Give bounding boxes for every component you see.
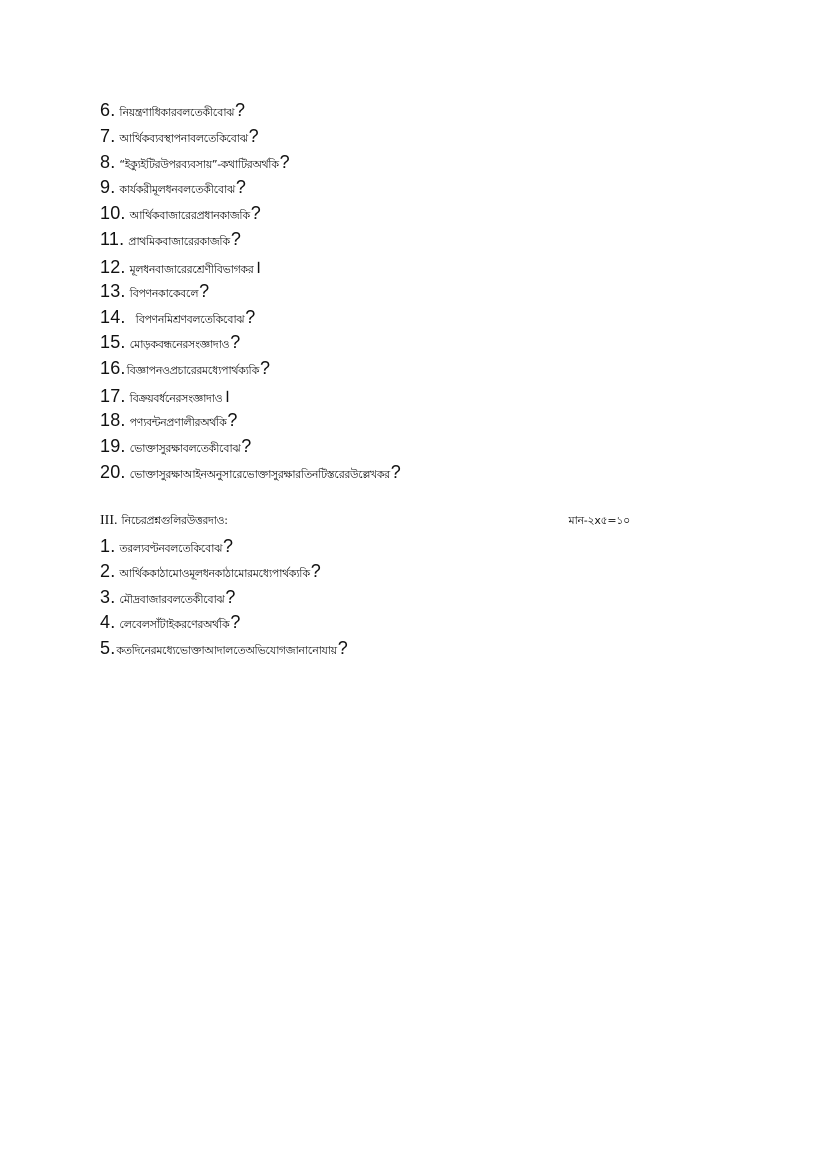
question-mark: ? <box>230 229 241 249</box>
question-text: “ইক্যুইটিরউপরব্যবসায়”-কথাটিরঅর্থকি <box>119 158 279 171</box>
question-6 <box>100 100 245 124</box>
question-15 <box>100 332 240 356</box>
section-marks: মান-২x৫=১০ <box>568 514 630 527</box>
question-text: কার্যকরীমূলধনবলতেকীবোঝ <box>119 183 235 196</box>
question-mark: ? <box>310 561 321 581</box>
question-number: 2. <box>100 561 116 581</box>
section-3-question-4 <box>100 612 240 636</box>
question-mark: ? <box>390 462 401 482</box>
question-text: তরল্যবণ্টনবলতেকিবোঝ <box>119 542 223 555</box>
question-number: 4. <box>100 612 116 632</box>
question-text: ভোক্তাসুরক্ষাআইনঅনুসারেভোক্তাসুরক্ষারতিনটিস্তরেরউল্লেখকর <box>129 468 390 481</box>
question-text: মৌদ্রবাজারবলতেকীবোঝ <box>119 593 225 606</box>
section-3-question-2 <box>100 561 321 585</box>
question-number: 13. <box>100 281 126 301</box>
question-number: 10. <box>100 203 126 223</box>
question-14 <box>100 307 255 331</box>
question-mark: ? <box>230 332 241 352</box>
question-text: বিজ্ঞাপনওপ্রচারেরমধ্যেপার্থক্যকি <box>126 364 259 377</box>
question-18 <box>100 410 237 434</box>
question-text: আর্থিককাঠামোওমূলধনকাঠামোরমধ্যেপার্থক্যকি <box>119 567 310 580</box>
question-text: কতদিনেরমধ্যেভোক্তাআদালতেঅভিযোগজানানোযায় <box>116 644 337 657</box>
question-number: 15. <box>100 332 126 352</box>
section-3-question-3 <box>100 587 235 611</box>
question-number: 5. <box>100 638 116 658</box>
question-text: প্রাথমিকবাজারেরকাজকি <box>128 235 230 248</box>
question-text: মোড়কবন্ধনেরসংজ্ঞাদাও <box>129 338 230 351</box>
question-mark: ? <box>235 177 246 197</box>
section-3-question-1 <box>100 536 233 560</box>
question-text: আর্থিকব্যবস্থাপনাবলতেকিবোঝ <box>119 132 248 145</box>
question-text: নিয়ন্ত্রণাধিকারবলতেকীবোঝ <box>119 106 235 119</box>
question-text: আর্থিকবাজারেরপ্রধানকাজকি <box>129 209 250 222</box>
question-number: 1. <box>100 536 116 556</box>
section-3-header <box>100 512 640 532</box>
question-number: 17. <box>100 386 126 406</box>
question-mark: ? <box>225 587 236 607</box>
question-mark: ? <box>223 536 234 556</box>
section-number: III. <box>100 513 118 528</box>
question-mark: ? <box>260 358 271 378</box>
question-text: বিপণনমিশ্রণবলতেকিবোঝ <box>135 313 245 326</box>
question-mark: ? <box>248 126 259 146</box>
question-9 <box>100 177 246 201</box>
question-number: 9. <box>100 177 116 197</box>
question-text: ভোক্তাসুরক্ষাবলতেকীবোঝ <box>129 442 241 455</box>
question-mark: ? <box>230 612 241 632</box>
question-number: 8. <box>100 152 116 172</box>
section-title: নিচেরপ্রশ্নগুলিরউত্তরদাও: <box>121 514 228 527</box>
question-mark: । <box>254 257 262 277</box>
question-text: পণ্যবন্টনপ্রণালীরঅর্থকি <box>129 416 227 429</box>
question-number: 18. <box>100 410 126 430</box>
question-mark: ? <box>337 638 348 658</box>
question-16 <box>100 358 270 382</box>
question-number: 20. <box>100 462 126 482</box>
question-number: 12. <box>100 257 126 277</box>
question-number: 11. <box>100 229 125 249</box>
question-12 <box>100 255 261 279</box>
question-number: 3. <box>100 587 116 607</box>
question-text: বিক্রয়বর্ধনেরসংজ্ঞাদাও <box>129 392 223 405</box>
question-mark: । <box>223 386 231 406</box>
question-10 <box>100 203 261 227</box>
question-text: লেবেলসাঁটাইকরণেরঅর্থকি <box>119 618 230 631</box>
question-mark: ? <box>227 410 238 430</box>
section-3-question-5 <box>100 638 348 662</box>
question-number: 19. <box>100 436 126 456</box>
question-11 <box>100 229 241 253</box>
question-number: 6. <box>100 100 116 120</box>
question-8 <box>100 152 290 176</box>
question-17 <box>100 384 230 408</box>
question-number: 7. <box>100 126 116 146</box>
question-text: বিপণনকাকেবলে <box>129 287 199 300</box>
question-number: 14. <box>100 307 126 327</box>
question-7 <box>100 126 259 150</box>
question-13 <box>100 281 209 305</box>
question-mark: ? <box>241 436 252 456</box>
question-text: মূলধনবাজারেরশ্রেণীবিভাগকর <box>129 263 254 276</box>
question-number: 16. <box>100 358 126 378</box>
question-19 <box>100 436 251 460</box>
question-mark: ? <box>199 281 210 301</box>
question-mark: ? <box>245 307 256 327</box>
question-mark: ? <box>250 203 261 223</box>
question-mark: ? <box>279 152 290 172</box>
question-mark: ? <box>235 100 246 120</box>
question-20 <box>100 462 401 486</box>
